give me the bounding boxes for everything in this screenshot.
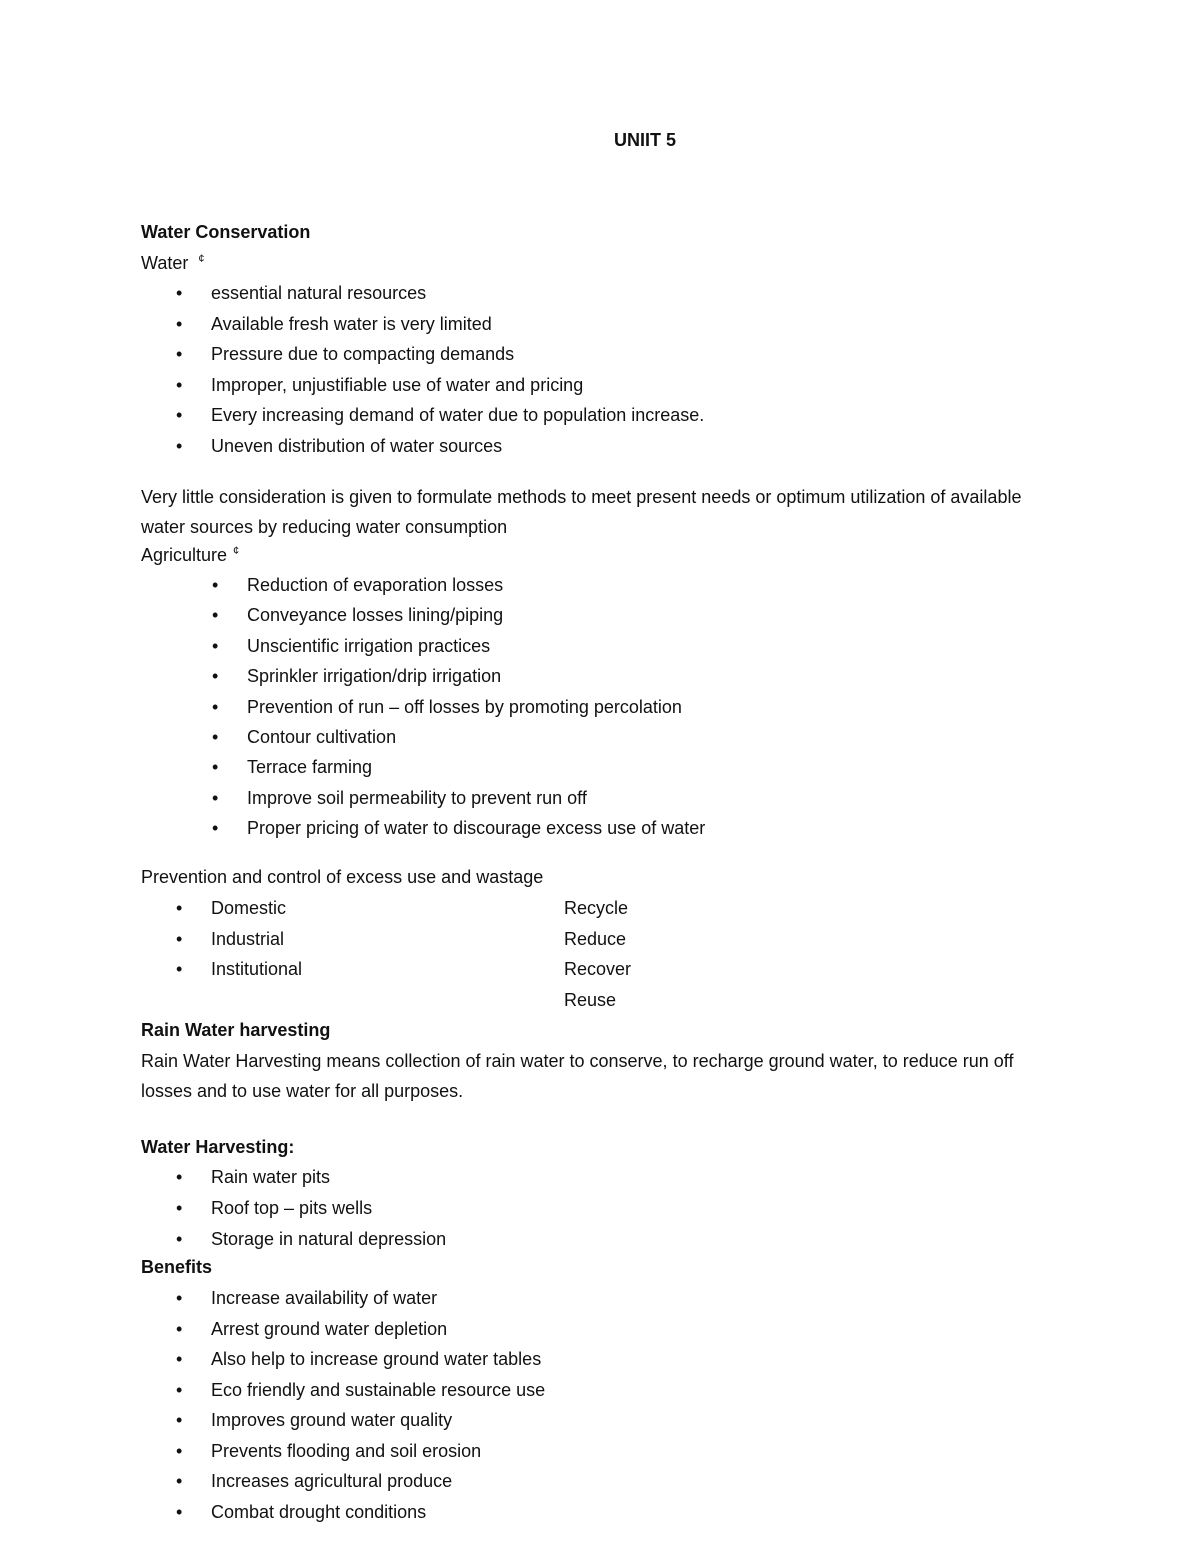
list-item bbox=[176, 1288, 438, 1309]
list-item-text: Rain water pits bbox=[211, 1167, 331, 1187]
bullet-icon: • bbox=[212, 575, 219, 595]
bullet-icon: • bbox=[176, 1229, 183, 1249]
agriculture-label-text: Agriculture bbox=[141, 545, 228, 565]
water-label-text: Water bbox=[141, 253, 189, 273]
list-item bbox=[176, 374, 584, 396]
list-item-text: Increase availability of water bbox=[211, 1288, 438, 1308]
list-item-text: Recover bbox=[564, 959, 632, 979]
bullet-icon: • bbox=[176, 405, 183, 425]
list-item-text: Contour cultivation bbox=[247, 727, 397, 747]
list-item bbox=[176, 435, 503, 457]
list-item bbox=[212, 635, 491, 657]
bullet-icon: • bbox=[176, 1288, 183, 1308]
list-item bbox=[564, 898, 628, 919]
list-item-text: Conveyance losses lining/piping bbox=[247, 605, 504, 626]
list-item-text: Prevention of run – off losses by promoting percolation bbox=[247, 696, 682, 717]
list-item-text: Available fresh water is very limited bbox=[211, 313, 492, 334]
list-item bbox=[176, 1379, 546, 1401]
water-symbol: ¢ bbox=[198, 253, 205, 265]
benefits-heading: Benefits bbox=[141, 1257, 213, 1277]
water-conservation-heading: Water Conservation bbox=[141, 222, 311, 242]
list-item-text: Sprinkler irrigation/drip irrigation bbox=[247, 666, 502, 687]
bullet-icon: • bbox=[176, 1410, 183, 1430]
prevention-heading: Prevention and control of excess use and wastage bbox=[141, 867, 544, 887]
bullet-icon: • bbox=[176, 344, 183, 364]
list-item bbox=[176, 898, 287, 919]
list-item bbox=[176, 1410, 453, 1431]
bullet-icon: • bbox=[176, 435, 183, 456]
list-item-text: Also help to increase ground water tables bbox=[211, 1349, 542, 1369]
bullet-icon: • bbox=[176, 1318, 183, 1339]
bullet-icon: • bbox=[212, 787, 219, 808]
list-item bbox=[176, 405, 705, 426]
list-item bbox=[212, 575, 504, 596]
agriculture-label bbox=[141, 545, 239, 566]
list-item-text: Reuse bbox=[564, 989, 617, 1010]
list-item bbox=[176, 928, 285, 950]
bullet-icon: • bbox=[212, 818, 219, 839]
list-item bbox=[212, 605, 504, 626]
bullet-icon: • bbox=[212, 605, 219, 626]
list-item bbox=[176, 1501, 427, 1523]
list-item bbox=[176, 1167, 331, 1188]
list-item-text: Uneven distribution of water sources bbox=[211, 435, 503, 456]
list-item bbox=[212, 696, 682, 718]
water-label bbox=[141, 253, 204, 274]
bullet-icon: • bbox=[212, 635, 219, 656]
bullet-icon: • bbox=[176, 1440, 183, 1461]
list-item bbox=[564, 959, 631, 980]
list-item bbox=[564, 929, 626, 950]
bullet-icon: • bbox=[176, 374, 183, 395]
bullet-icon: • bbox=[176, 898, 183, 918]
list-item bbox=[176, 313, 492, 335]
list-item-text: Storage in natural depression bbox=[211, 1229, 447, 1249]
bullet-icon: • bbox=[176, 1501, 183, 1522]
page-title: UNIIT 5 bbox=[613, 130, 676, 150]
list-item bbox=[176, 1471, 453, 1492]
list-item-text: Industrial bbox=[211, 928, 285, 949]
list-item-text: Terrace farming bbox=[247, 757, 373, 778]
list-item-text: Combat drought conditions bbox=[211, 1501, 427, 1522]
consideration-paragraph: Very little consideration is given to formulate methods to meet present needs or optimum utilization of available water sources by reducing water consumption bbox=[141, 487, 1022, 537]
bullet-icon: • bbox=[212, 666, 219, 687]
list-item-text: Reduce bbox=[564, 928, 627, 949]
list-item bbox=[176, 1318, 448, 1340]
list-item bbox=[176, 344, 515, 365]
list-item-text: essential natural resources bbox=[211, 283, 427, 303]
list-item-text: Increases agricultural produce bbox=[211, 1471, 453, 1491]
list-item-text: Institutional bbox=[211, 959, 303, 979]
list-item bbox=[212, 757, 373, 778]
bullet-icon: • bbox=[176, 1198, 183, 1218]
list-item-text: Unscientific irrigation practices bbox=[247, 635, 491, 656]
list-item-text: Pressure due to compacting demands bbox=[211, 344, 515, 364]
list-item-text: Improves ground water quality bbox=[211, 1410, 453, 1430]
list-item bbox=[212, 666, 502, 687]
list-item-text: Every increasing demand of water due to population increase. bbox=[211, 405, 705, 425]
bullet-icon: • bbox=[212, 757, 219, 778]
list-item-text: Arrest ground water depletion bbox=[211, 1318, 448, 1339]
rain-harvesting-paragraph: Rain Water Harvesting means collection of rain water to conserve, to recharge ground water, to reduce run off losses and to use water for all purposes. bbox=[141, 1051, 1014, 1101]
bullet-icon: • bbox=[176, 1167, 183, 1187]
list-item-text: Prevents flooding and soil erosion bbox=[211, 1440, 482, 1461]
rain-harvesting-heading: Rain Water harvesting bbox=[141, 1020, 331, 1040]
list-item bbox=[212, 787, 587, 809]
bullet-icon: • bbox=[176, 1471, 183, 1491]
agriculture-symbol: ¢ bbox=[233, 545, 240, 557]
list-item bbox=[176, 1440, 482, 1462]
bullet-icon: • bbox=[176, 928, 183, 949]
bullet-icon: • bbox=[212, 727, 219, 747]
list-item-text: Improper, unjustifiable use of water and pricing bbox=[211, 374, 584, 395]
list-item-text: Eco friendly and sustainable resource use bbox=[211, 1379, 546, 1400]
bullet-icon: • bbox=[176, 959, 183, 979]
list-item-text: Recycle bbox=[564, 898, 629, 918]
bullet-icon: • bbox=[212, 696, 219, 717]
list-item bbox=[176, 1349, 542, 1370]
bullet-icon: • bbox=[176, 283, 183, 303]
list-item-text: Proper pricing of water to discourage excess use of water bbox=[247, 818, 706, 839]
list-item bbox=[176, 959, 303, 980]
list-item-text: Domestic bbox=[211, 898, 287, 918]
water-harvesting-heading: Water Harvesting: bbox=[141, 1137, 295, 1157]
list-item bbox=[176, 1198, 373, 1219]
bullet-icon: • bbox=[176, 1349, 183, 1369]
bullet-icon: • bbox=[176, 313, 183, 334]
list-item-text: Reduction of evaporation losses bbox=[247, 575, 504, 595]
list-item-text: Roof top – pits wells bbox=[211, 1198, 373, 1218]
bullet-icon: • bbox=[176, 1379, 183, 1400]
list-item bbox=[564, 990, 616, 1011]
list-item bbox=[176, 1229, 447, 1250]
list-item bbox=[176, 283, 427, 304]
list-item-text: Improve soil permeability to prevent run off bbox=[247, 787, 587, 808]
list-item bbox=[212, 818, 706, 839]
list-item bbox=[212, 727, 397, 748]
